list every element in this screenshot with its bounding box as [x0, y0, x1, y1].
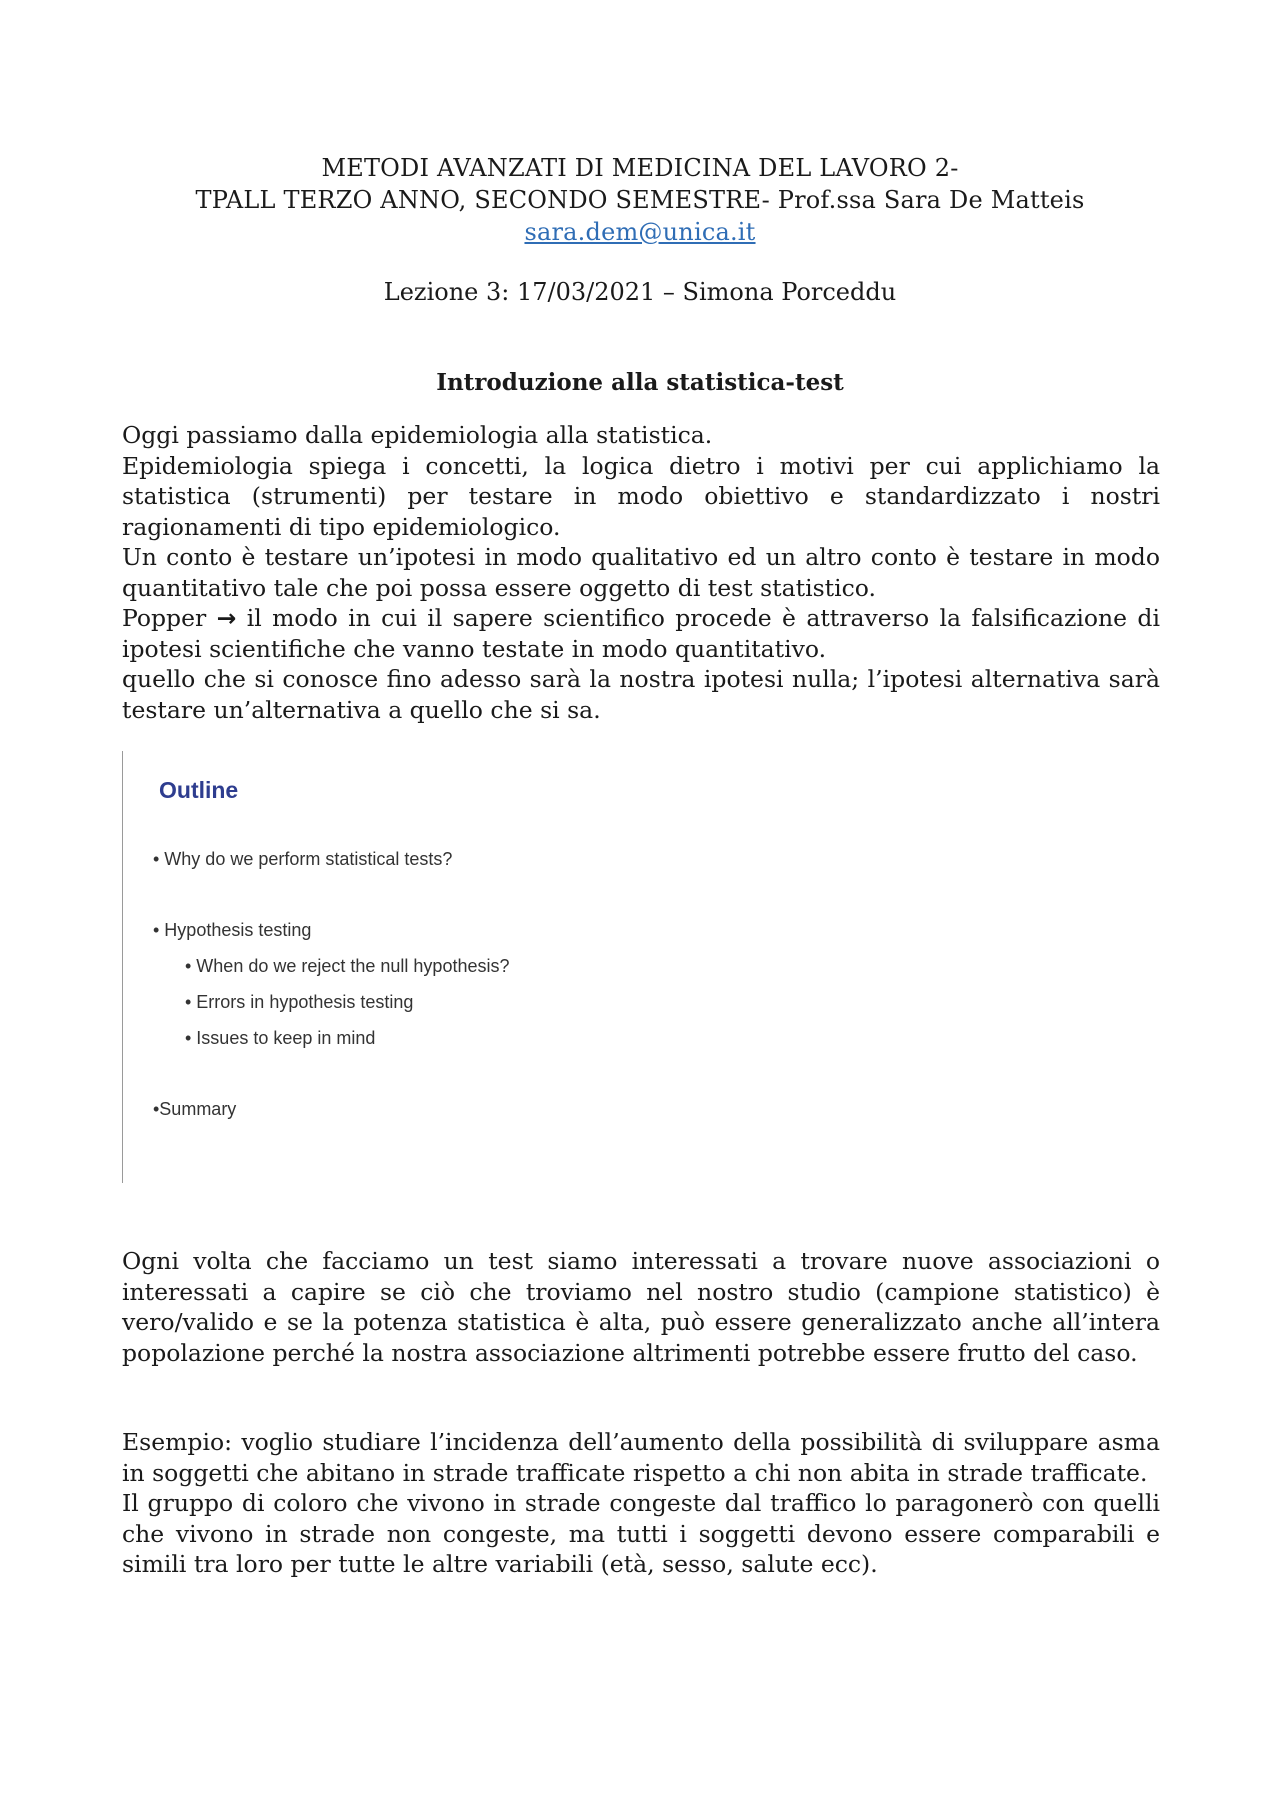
intro-section	[122, 420, 1160, 725]
lesson-info: Lezione 3: 17/03/2021 – Simona Porceddu	[383, 278, 897, 306]
document-header	[0, 152, 1280, 248]
body-paragraph: Il gruppo di coloro che vivono in strade congeste dal traffico lo paragonerò con quelli che vivono in strade non congeste, ma tutti i soggetti devono essere comparabili e simili tra loro per tutte le altre variabili (età, sesso, salute ecc).	[122, 1489, 1160, 1578]
slide-subitem: • When do we reject the null hypothesis?	[185, 956, 510, 976]
intro-paragraph: quello che si conosce fino adesso sarà la nostra ipotesi nulla; l’ipotesi alternativa sarà testare un’alternativa a quello che si sa.	[122, 665, 1160, 724]
example-section	[122, 1427, 1160, 1580]
outline-slide-image	[122, 751, 643, 1183]
body-paragraph: Ogni volta che facciamo un test siamo interessati a trovare nuove associazioni o interessati a capire se ciò che troviamo nel nostro studio (campione statistico) è vero/valido e se la potenza statistica è alta, può essere generalizzato anche all’intera popolazione perché la nostra associazione altrimenti potrebbe essere frutto del caso.	[122, 1247, 1160, 1367]
popper-label: Popper	[122, 604, 207, 632]
intro-paragraph: Un conto è testare un’ipotesi in modo qualitativo ed un altro conto è testare in modo quantitativo tale che poi possa essere oggetto di test statistico.	[122, 543, 1160, 602]
slide-item: • Why do we perform statistical tests?	[153, 849, 453, 869]
tests-section	[122, 1246, 1160, 1368]
intro-paragraph: Oggi passiamo dalla epidemiologia alla statistica.	[122, 421, 713, 449]
popper-text: il modo in cui il sapere scientifico procede è attraverso la falsificazione di ipotesi scientifiche che vanno testate in modo quantitativo.	[122, 604, 1160, 663]
slide-subitem: • Issues to keep in mind	[185, 1028, 376, 1048]
course-subtitle: TPALL TERZO ANNO, SECONDO SEMESTRE- Prof.ssa Sara De Matteis	[195, 186, 1085, 214]
course-title: METODI AVANZATI DI MEDICINA DEL LAVORO 2-	[321, 154, 959, 182]
arrow-icon: →	[216, 604, 237, 632]
intro-paragraph: Epidemiologia spiega i concetti, la logica dietro i motivi per cui applichiamo la statistica (strumenti) per testare in modo obiettivo e standardizzato i nostri ragionamenti di tipo epidemiologico.	[122, 451, 1160, 541]
intro-paragraph	[122, 603, 1160, 664]
slide-item: •Summary	[153, 1099, 237, 1119]
body-paragraph: Esempio: voglio studiare l’incidenza dell’aumento della possibilità di sviluppare asma in soggetti che abitano in strade trafficate rispetto a chi non abita in strade trafficate.	[122, 1428, 1160, 1487]
slide-subitem: • Errors in hypothesis testing	[185, 992, 414, 1012]
section-title: Introduzione alla statistica-test	[436, 369, 844, 396]
slide-item: • Hypothesis testing	[153, 920, 312, 940]
email-link[interactable]: sara.dem@unica.it	[524, 218, 756, 246]
slide-title: Outline	[159, 777, 239, 803]
